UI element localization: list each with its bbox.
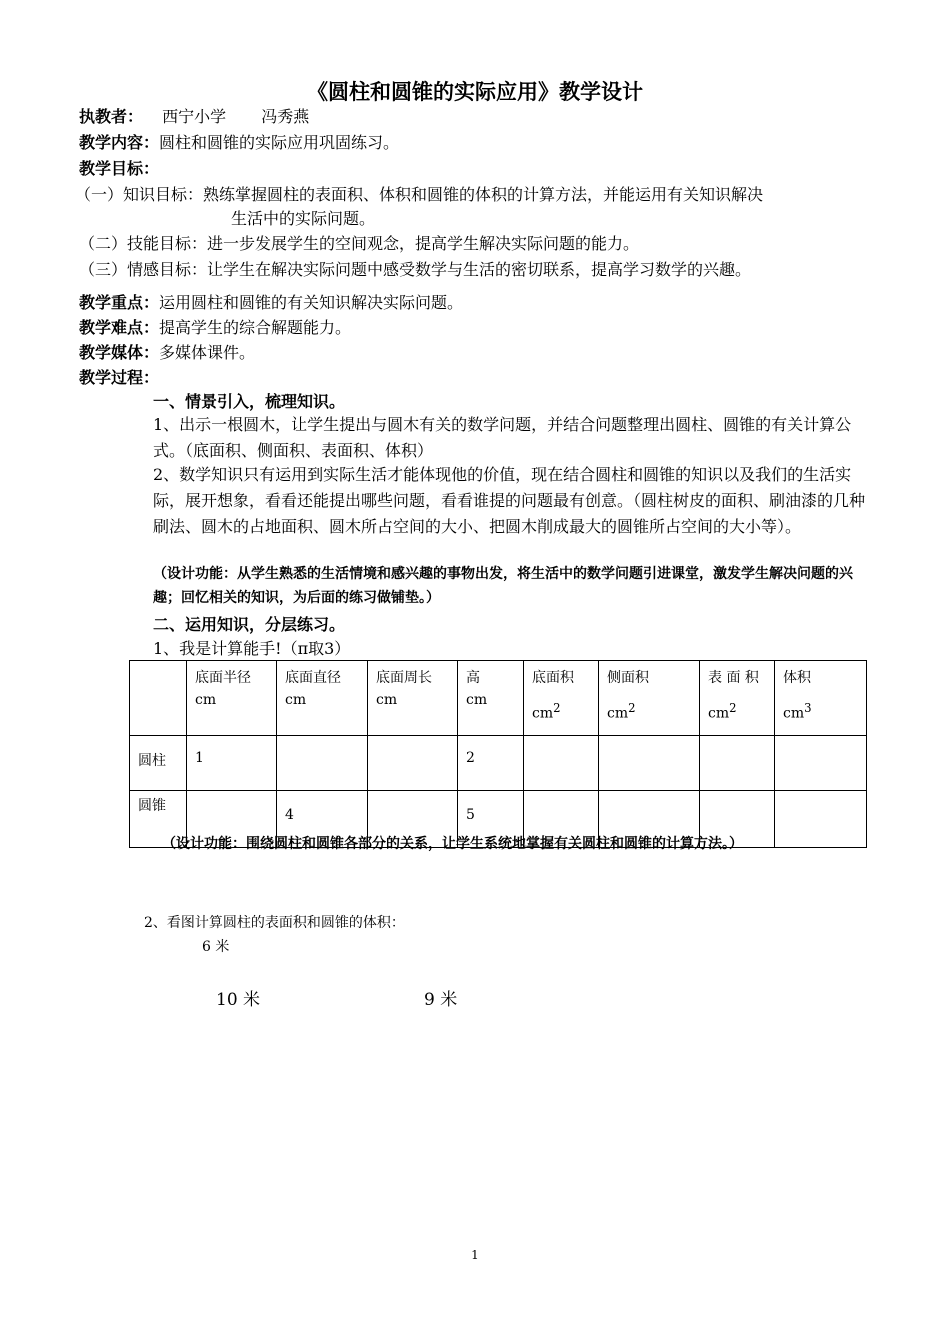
figure-label-9m: 9 米 bbox=[424, 990, 458, 1010]
section1-paragraph-2: 2、数学知识只有运用到实际生活才能体现他的价值，现在结合圆柱和圆锥的知识以及我们的生活实际，展开想象，看看还能提出哪些问题，看看谁提的问题最有创意。（圆柱树皮的面积、刷油漆的几种刷法、圆木的占地面积、圆木所占空间的大小、把圆木削成最大的圆锥所占空间的大小等）。 bbox=[153, 465, 866, 536]
figure-label-10m: 10 米 bbox=[216, 990, 261, 1010]
author-line bbox=[79, 104, 309, 127]
header-cell: 侧面积 $cm^2$ bbox=[599, 661, 700, 736]
content-text: 圆柱和圆锥的实际应用巩固练习。 bbox=[159, 133, 400, 152]
media-label: 教学媒体： bbox=[79, 343, 160, 362]
page-number: 1 bbox=[471, 1248, 479, 1262]
goal-skill: （二）技能目标：进一步发展学生的空间观念，提高学生解决实际问题的能力。 bbox=[79, 234, 640, 253]
difficulty-line bbox=[79, 315, 351, 338]
table-cell: 2 bbox=[458, 736, 524, 791]
key-point-label: 教学重点： bbox=[79, 293, 160, 312]
goal-knowledge-cont: 生活中的实际问题。 bbox=[231, 209, 376, 228]
key-point-line bbox=[79, 290, 463, 313]
exercise-1-title: 1、我是计算能手!（π取3） bbox=[153, 639, 351, 658]
section1-paragraph-1: 1、出示一根圆木，让学生提出与圆木有关的数学问题，并结合问题整理出圆柱、圆锥的有关计算公式。（底面积、侧面积、表面积、体积） bbox=[153, 415, 852, 460]
media-line bbox=[79, 340, 255, 363]
table-cell bbox=[599, 736, 700, 791]
difficulty-label: 教学难点： bbox=[79, 318, 160, 337]
key-point-text: 运用圆柱和圆锥的有关知识解决实际问题。 bbox=[159, 293, 464, 312]
header-cell: 表 面 积 $cm^2$ bbox=[700, 661, 775, 736]
table-cell: 1 bbox=[187, 736, 277, 791]
table-cell: 4 bbox=[277, 791, 368, 848]
table-cell: 圆锥 bbox=[130, 791, 187, 848]
header-cell: 体积 $cm^3$ bbox=[775, 661, 867, 736]
header-cell: 底面周长 cm bbox=[368, 661, 458, 736]
section2-heading: 二、运用知识，分层练习。 bbox=[153, 615, 346, 634]
table-cell bbox=[368, 736, 458, 791]
difficulty-text: 提高学生的综合解题能力。 bbox=[159, 318, 352, 337]
page-title: 《圆柱和圆锥的实际应用》教学设计 bbox=[307, 79, 643, 104]
table-cell bbox=[775, 791, 867, 848]
header-cell: 高 cm bbox=[458, 661, 524, 736]
calculation-table bbox=[129, 660, 867, 848]
figure-label-6m: 6 米 bbox=[202, 939, 230, 955]
table-row-cylinder bbox=[130, 736, 867, 791]
section2-design-note: （设计功能：围绕圆柱和圆锥各部分的关系，让学生系统地掌握有关圆柱和圆锥的计算方法。） bbox=[162, 836, 743, 852]
table-cell: 圆柱 bbox=[130, 736, 187, 791]
section1-design-note: （设计功能：从学生熟悉的生活情境和感兴趣的事物出发，将生活中的数学问题引进课堂，激发学生解决问题的兴趣；回忆相关的知识，为后面的练习做铺垫。） bbox=[153, 566, 853, 606]
table-cell bbox=[277, 736, 368, 791]
goal-knowledge: （一）知识目标：熟练掌握圆柱的表面积、体积和圆锥的体积的计算方法，并能运用有关知识解决 bbox=[75, 185, 764, 204]
section1-heading: 一、情景引入，梳理知识。 bbox=[153, 392, 346, 411]
table-cell bbox=[524, 736, 599, 791]
table-cell bbox=[700, 736, 775, 791]
media-text: 多媒体课件。 bbox=[159, 343, 256, 362]
table-cell bbox=[775, 736, 867, 791]
goals-label: 教学目标： bbox=[79, 159, 160, 178]
goal-emotion: （三）情感目标：让学生在解决实际问题中感受数学与生活的密切联系，提高学习数学的兴趣。 bbox=[79, 260, 752, 279]
author-school: 西宁小学 bbox=[162, 107, 227, 126]
content-line bbox=[79, 130, 399, 153]
header-cell: 底面积 $cm^2$ bbox=[524, 661, 599, 736]
header-cell: 底面半径 cm bbox=[187, 661, 277, 736]
header-cell: 底面直径 cm bbox=[277, 661, 368, 736]
exercise-2-title: 2、看图计算圆柱的表面积和圆锥的体积： bbox=[144, 915, 405, 931]
header-cell-blank bbox=[130, 661, 187, 736]
table-header-row bbox=[130, 661, 867, 736]
content-label: 教学内容： bbox=[79, 133, 160, 152]
author-name: 冯秀燕 bbox=[261, 107, 310, 126]
author-label: 执教者： bbox=[79, 107, 144, 126]
table-cell: 5 bbox=[458, 791, 524, 848]
process-label: 教学过程： bbox=[79, 368, 160, 387]
